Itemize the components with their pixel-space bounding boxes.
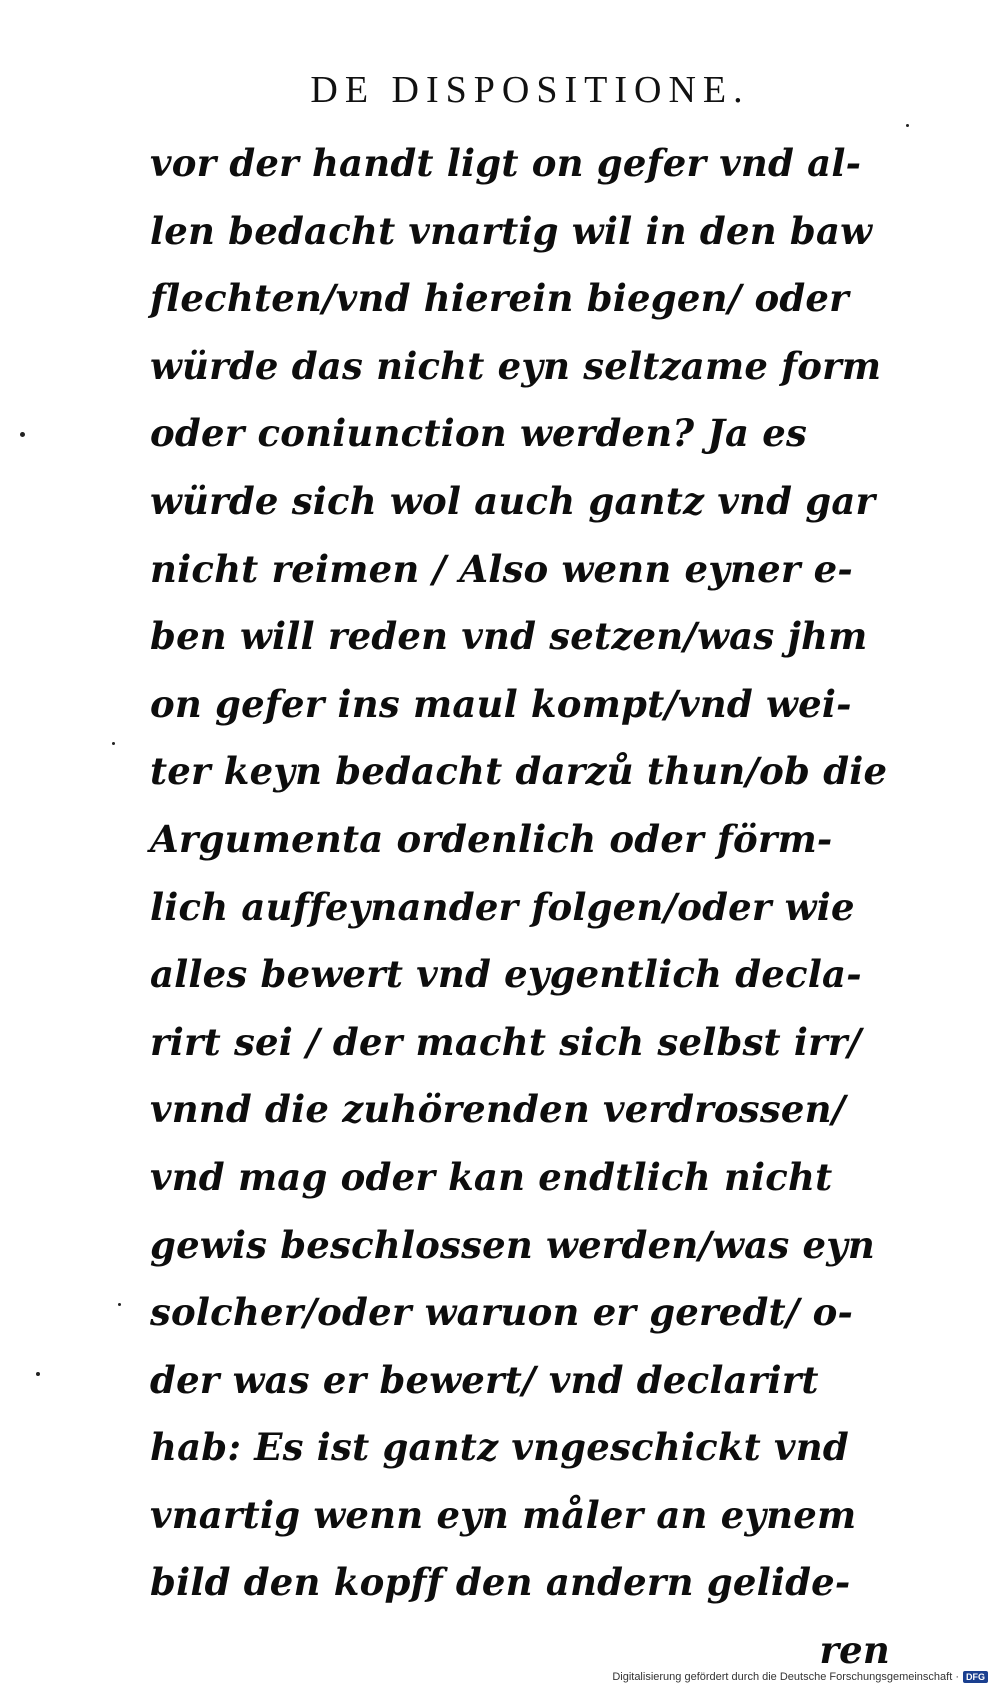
text-line: nicht reimen / Also wenn eyner e- (150, 546, 853, 591)
text-line: alles bewert vnd eygentlich decla- (150, 952, 862, 997)
text-line: vnd mag oder kan endtlich nicht (150, 1154, 833, 1199)
text-line: Argumenta ordenlich oder förm- (150, 816, 833, 861)
text-line: solcher/oder waruon er geredt/ o- (150, 1290, 854, 1335)
text-line: len bedacht vnartig wil in den baw (150, 208, 873, 253)
digitization-footer (612, 1671, 988, 1683)
text-line: vnartig wenn eyn måler an eynem (150, 1492, 857, 1537)
text-line: bild den kopff den andern gelide- (150, 1560, 851, 1605)
text-block (150, 130, 950, 1685)
scan-speck (36, 1372, 40, 1376)
text-line: ben will reden vnd setzen/was jhm (150, 614, 868, 659)
text-line: ter keyn bedacht darzů thun/ob die (150, 749, 888, 794)
text-line: rirt sei / der macht sich selbst irr/ (150, 1019, 862, 1064)
text-line: der was er bewert/ vnd declarirt (150, 1357, 819, 1402)
dfg-logo-icon: DFG (963, 1671, 988, 1683)
scan-speck (112, 742, 115, 745)
scan-speck (906, 124, 909, 127)
text-line: lich auffeynander folgen/oder wie (150, 884, 855, 929)
text-line: vnnd die zuhörenden verdrossen/ (150, 1087, 846, 1132)
text-line: oder coniunction werden? Ja es (150, 411, 808, 456)
text-line: hab: Es ist gantz vngeschickt vnd (150, 1425, 849, 1470)
text-line: gewis beschlossen werden/was eyn (150, 1222, 876, 1267)
footer-text: Digitalisierung gefördert durch die Deutsche Forschungsgemeinschaft · (612, 1671, 959, 1683)
running-head: DE DISPOSITIONE. (310, 69, 750, 111)
text-line: flechten/vnd hierein biegen/ oder (150, 276, 849, 321)
text-line: würde das nicht eyn seltzame form (150, 343, 882, 388)
text-line: on gefer ins maul kompt/vnd wei- (150, 681, 852, 726)
scan-speck (20, 432, 25, 437)
text-line: vor der handt ligt on gefer vnd al- (150, 141, 862, 185)
scan-speck (118, 1303, 121, 1306)
text-line: würde sich wol auch gantz vnd gar (150, 478, 876, 523)
catchword: ren (819, 1628, 890, 1673)
